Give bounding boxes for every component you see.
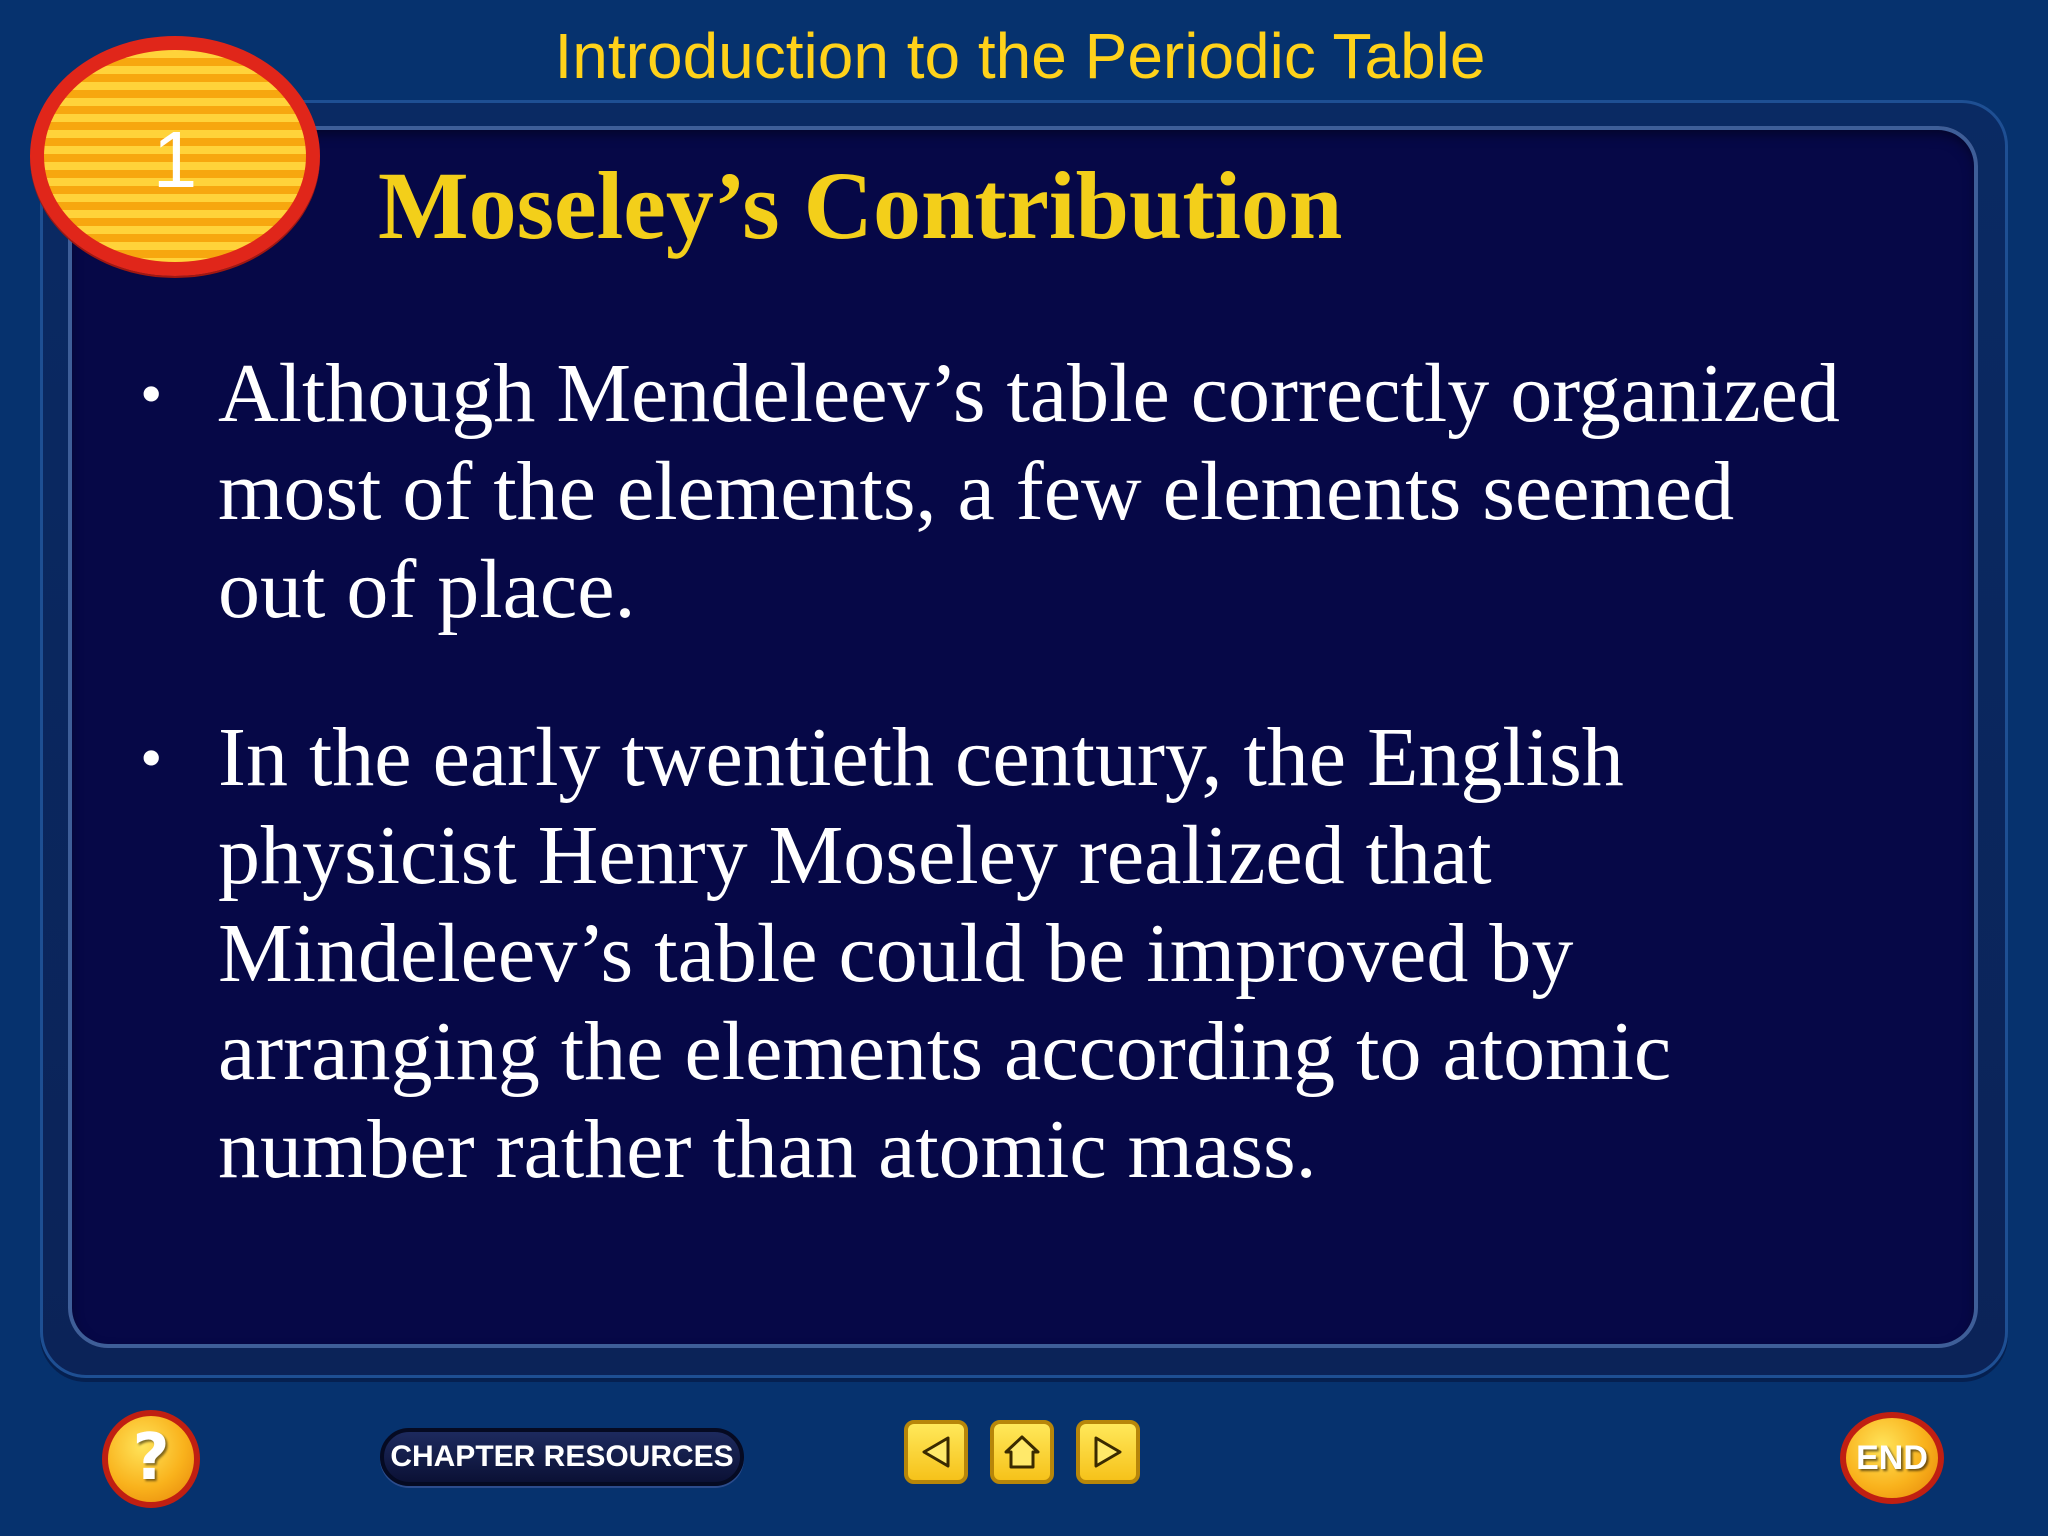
home-icon — [1002, 1432, 1042, 1472]
bullet-dot: • — [140, 358, 163, 429]
right-arrow-icon — [1088, 1432, 1128, 1472]
bullet-list — [140, 345, 1840, 1269]
bullet-text: Although Mendeleev’s table correctly organized most of the elements, a few elements seemed out of place. — [218, 347, 1840, 636]
slide-title: Moseley’s Contribution — [378, 152, 1343, 259]
previous-slide-button[interactable] — [904, 1420, 968, 1484]
left-arrow-icon — [916, 1432, 956, 1472]
help-button[interactable]: ? — [102, 1410, 200, 1508]
next-slide-button[interactable] — [1076, 1420, 1140, 1484]
home-button[interactable] — [990, 1420, 1054, 1484]
bullet-dot: • — [140, 722, 163, 793]
end-button[interactable]: END — [1840, 1412, 1944, 1504]
bullet-item — [140, 709, 1840, 1199]
chapter-badge — [30, 36, 320, 276]
bullet-item — [140, 345, 1840, 639]
bullet-text: In the early twentieth century, the English physicist Henry Moseley realized that Mindeleev’s table could be improved by arranging the elements according to atomic number rather than atomic mass. — [218, 711, 1672, 1196]
section-header: Introduction to the Periodic Table — [554, 20, 1486, 92]
chapter-resources-button[interactable]: CHAPTER RESOURCES — [380, 1428, 744, 1486]
chapter-number: 1 — [152, 115, 198, 204]
